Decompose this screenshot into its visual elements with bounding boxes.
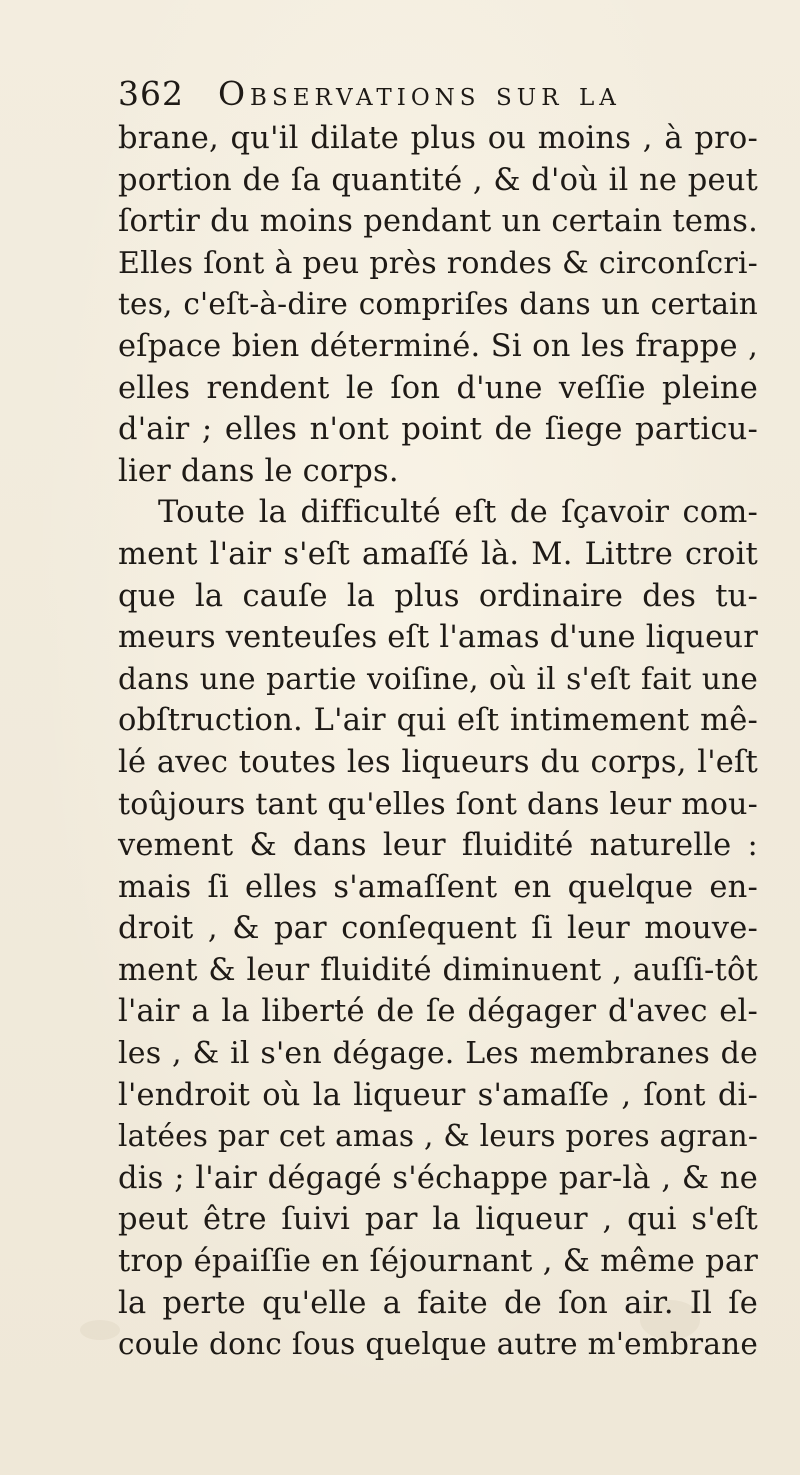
text-line: portion de ſa quantité , & d'où il ne peut bbox=[118, 162, 758, 198]
body-text bbox=[118, 118, 758, 1366]
text-line: trop épaiſſie en ſéjournant , & même par bbox=[118, 1244, 758, 1280]
text-line: l'endroit où la liqueur s'amaſſe , ſont di- bbox=[118, 1077, 758, 1113]
page-number: 362 bbox=[118, 74, 184, 113]
text-line: Elles ſont à peu près rondes & circonſcri- bbox=[118, 245, 758, 281]
text-line: les , & il s'en dégage. Les membranes de bbox=[118, 1036, 758, 1072]
text-line: Toute la difficulté eſt de ſçavoir com- bbox=[158, 495, 758, 531]
text-line: la perte qu'elle a faite de ſon air. Il ſe bbox=[118, 1285, 758, 1321]
text-line: toûjours tant qu'elles ſont dans leur mou- bbox=[118, 786, 758, 822]
text-line: meurs venteuſes eſt l'amas d'une liqueur bbox=[118, 620, 759, 656]
text-line: elles rendent le ſon d'une veſſie pleine bbox=[118, 370, 758, 406]
text-line: l'air a la liberté de ſe dégager d'avec el- bbox=[118, 994, 758, 1030]
text-line: vement & dans leur fluidité naturelle : bbox=[118, 828, 758, 864]
text-line: obſtruction. L'air qui eſt intimement mê- bbox=[118, 703, 758, 739]
text-line: dis ; l'air dégagé s'échappe par-là , & ne bbox=[118, 1160, 758, 1196]
text-line: lé avec toutes les liqueurs du corps, l'eſt bbox=[118, 744, 758, 780]
text-line: ſortir du moins pendant un certain tems. bbox=[118, 204, 758, 240]
paper-stain bbox=[80, 1320, 120, 1340]
text-line: coule donc ſous quelque autre m'embrane bbox=[118, 1327, 758, 1362]
page-header bbox=[118, 74, 718, 114]
text-line: d'air ; elles n'ont point de ſiege particu- bbox=[118, 412, 758, 448]
text-line: lier dans le corps. bbox=[118, 453, 399, 489]
text-line: eſpace bien déterminé. Si on les frappe , bbox=[118, 328, 758, 364]
text-line: ment & leur fluidité diminuent , auſſi-tôt bbox=[118, 952, 758, 988]
text-line: droit , & par conſequent ſi leur mouve- bbox=[118, 911, 758, 947]
running-title: Observations sur la bbox=[218, 74, 621, 113]
text-line: peut être ſuivi par la liqueur , qui s'eſt bbox=[118, 1202, 758, 1238]
text-line: brane, qu'il dilate plus ou moins , à pro- bbox=[118, 121, 758, 156]
text-line: dans une partie voiſine, où il s'eſt fait une bbox=[118, 661, 758, 696]
text-line: ment l'air s'eſt amaſſé là. M. Littre croit bbox=[118, 536, 758, 572]
text-line: latées par cet amas , & leurs pores agran- bbox=[118, 1119, 758, 1154]
text-line: mais ſi elles s'amaſſent en quelque en- bbox=[118, 869, 758, 905]
text-line: tes, c'eſt-à-dire compriſes dans un certain bbox=[118, 287, 758, 322]
text-line: que la cauſe la plus ordinaire des tu- bbox=[118, 578, 758, 614]
